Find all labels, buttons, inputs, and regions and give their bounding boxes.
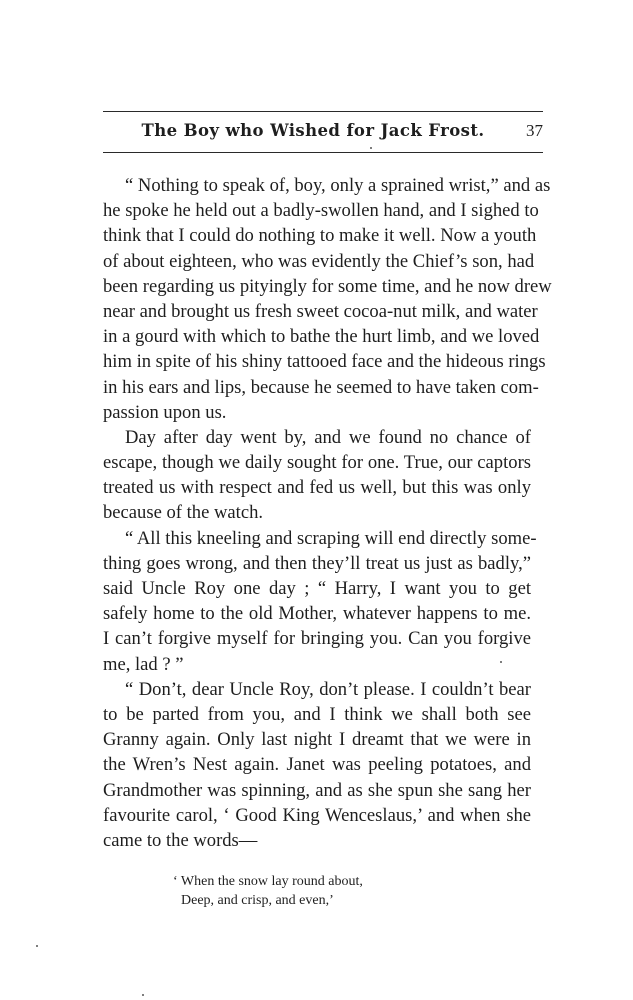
print-speck: [36, 945, 38, 947]
text-line: I can’t forgive myself for bringing you. Can you forgive: [103, 628, 531, 650]
running-head: [103, 118, 543, 144]
text-line: passion upon us.: [103, 401, 227, 423]
text-line: “ Don’t, dear Uncle Roy, don’t please. I couldn’t bear: [125, 678, 531, 700]
body-text: [103, 173, 552, 853]
text-line: “ Nothing to speak of, boy, only a sprained wrist,” and as: [125, 175, 551, 196]
print-speck: [142, 994, 144, 996]
text-line: near and brought us fresh sweet cocoa-nut milk, and water: [103, 300, 538, 322]
text-line: in his ears and lips, because he seemed to have taken com-: [103, 376, 539, 398]
running-title: The Boy who Wished for Jack Frost.: [141, 121, 485, 140]
text-line: of about eighteen, who was evidently the Chief’s son, had: [103, 250, 535, 272]
print-speck: [370, 147, 372, 149]
text-line: Day after day went by, and we found no chance of: [125, 426, 531, 448]
header-rule-top: [103, 111, 543, 112]
text-line: said Uncle Roy one day ; “ Harry, I want you to get: [103, 578, 531, 599]
text-line: “ All this kneeling and scraping will end directly some-: [125, 527, 537, 549]
text-line: been regarding us pityingly for some time, and he now drew: [103, 275, 552, 297]
header-rule-bottom: [103, 152, 543, 153]
text-line: escape, though we daily sought for one. True, our captors: [103, 452, 531, 474]
text-line: him in spite of his shiny tattooed face and the hideous rings: [103, 351, 546, 373]
text-line: to be parted from you, and I think we shall both see: [103, 703, 531, 725]
text-line: safely home to the old Mother, whatever happens to me.: [103, 603, 531, 625]
text-line: treated us with respect and fed us well, but this was only: [103, 477, 531, 499]
verse-line: ‘ When the snow lay round about,: [173, 874, 363, 889]
text-line: favourite carol, ‘ Good King Wenceslaus,’ and when she: [103, 804, 531, 826]
print-speck: [500, 661, 502, 663]
text-line: thing goes wrong, and then they’ll treat us just as badly,”: [103, 552, 531, 574]
page-number: 37: [526, 121, 543, 140]
text-line: came to the words—: [103, 829, 258, 851]
text-line: the Wren’s Nest again. Janet was peeling potatoes, and: [103, 754, 531, 776]
text-line: in a gourd with which to bathe the hurt limb, and we loved: [103, 326, 540, 348]
text-line: think that I could do nothing to make it well. Now a youth: [103, 225, 537, 247]
text-line: he spoke he held out a badly-swollen hand, and I sighed to: [103, 200, 539, 222]
verse-line: Deep, and crisp, and even,’: [181, 893, 334, 908]
text-line: because of the watch.: [103, 502, 264, 524]
verse-quote: [173, 872, 433, 910]
text-line: me, lad ? ”: [103, 653, 184, 675]
text-line: Grandmother was spinning, and as she spun she sang her: [103, 779, 531, 801]
text-line: Granny again. Only last night I dreamt that we were in: [103, 729, 531, 751]
